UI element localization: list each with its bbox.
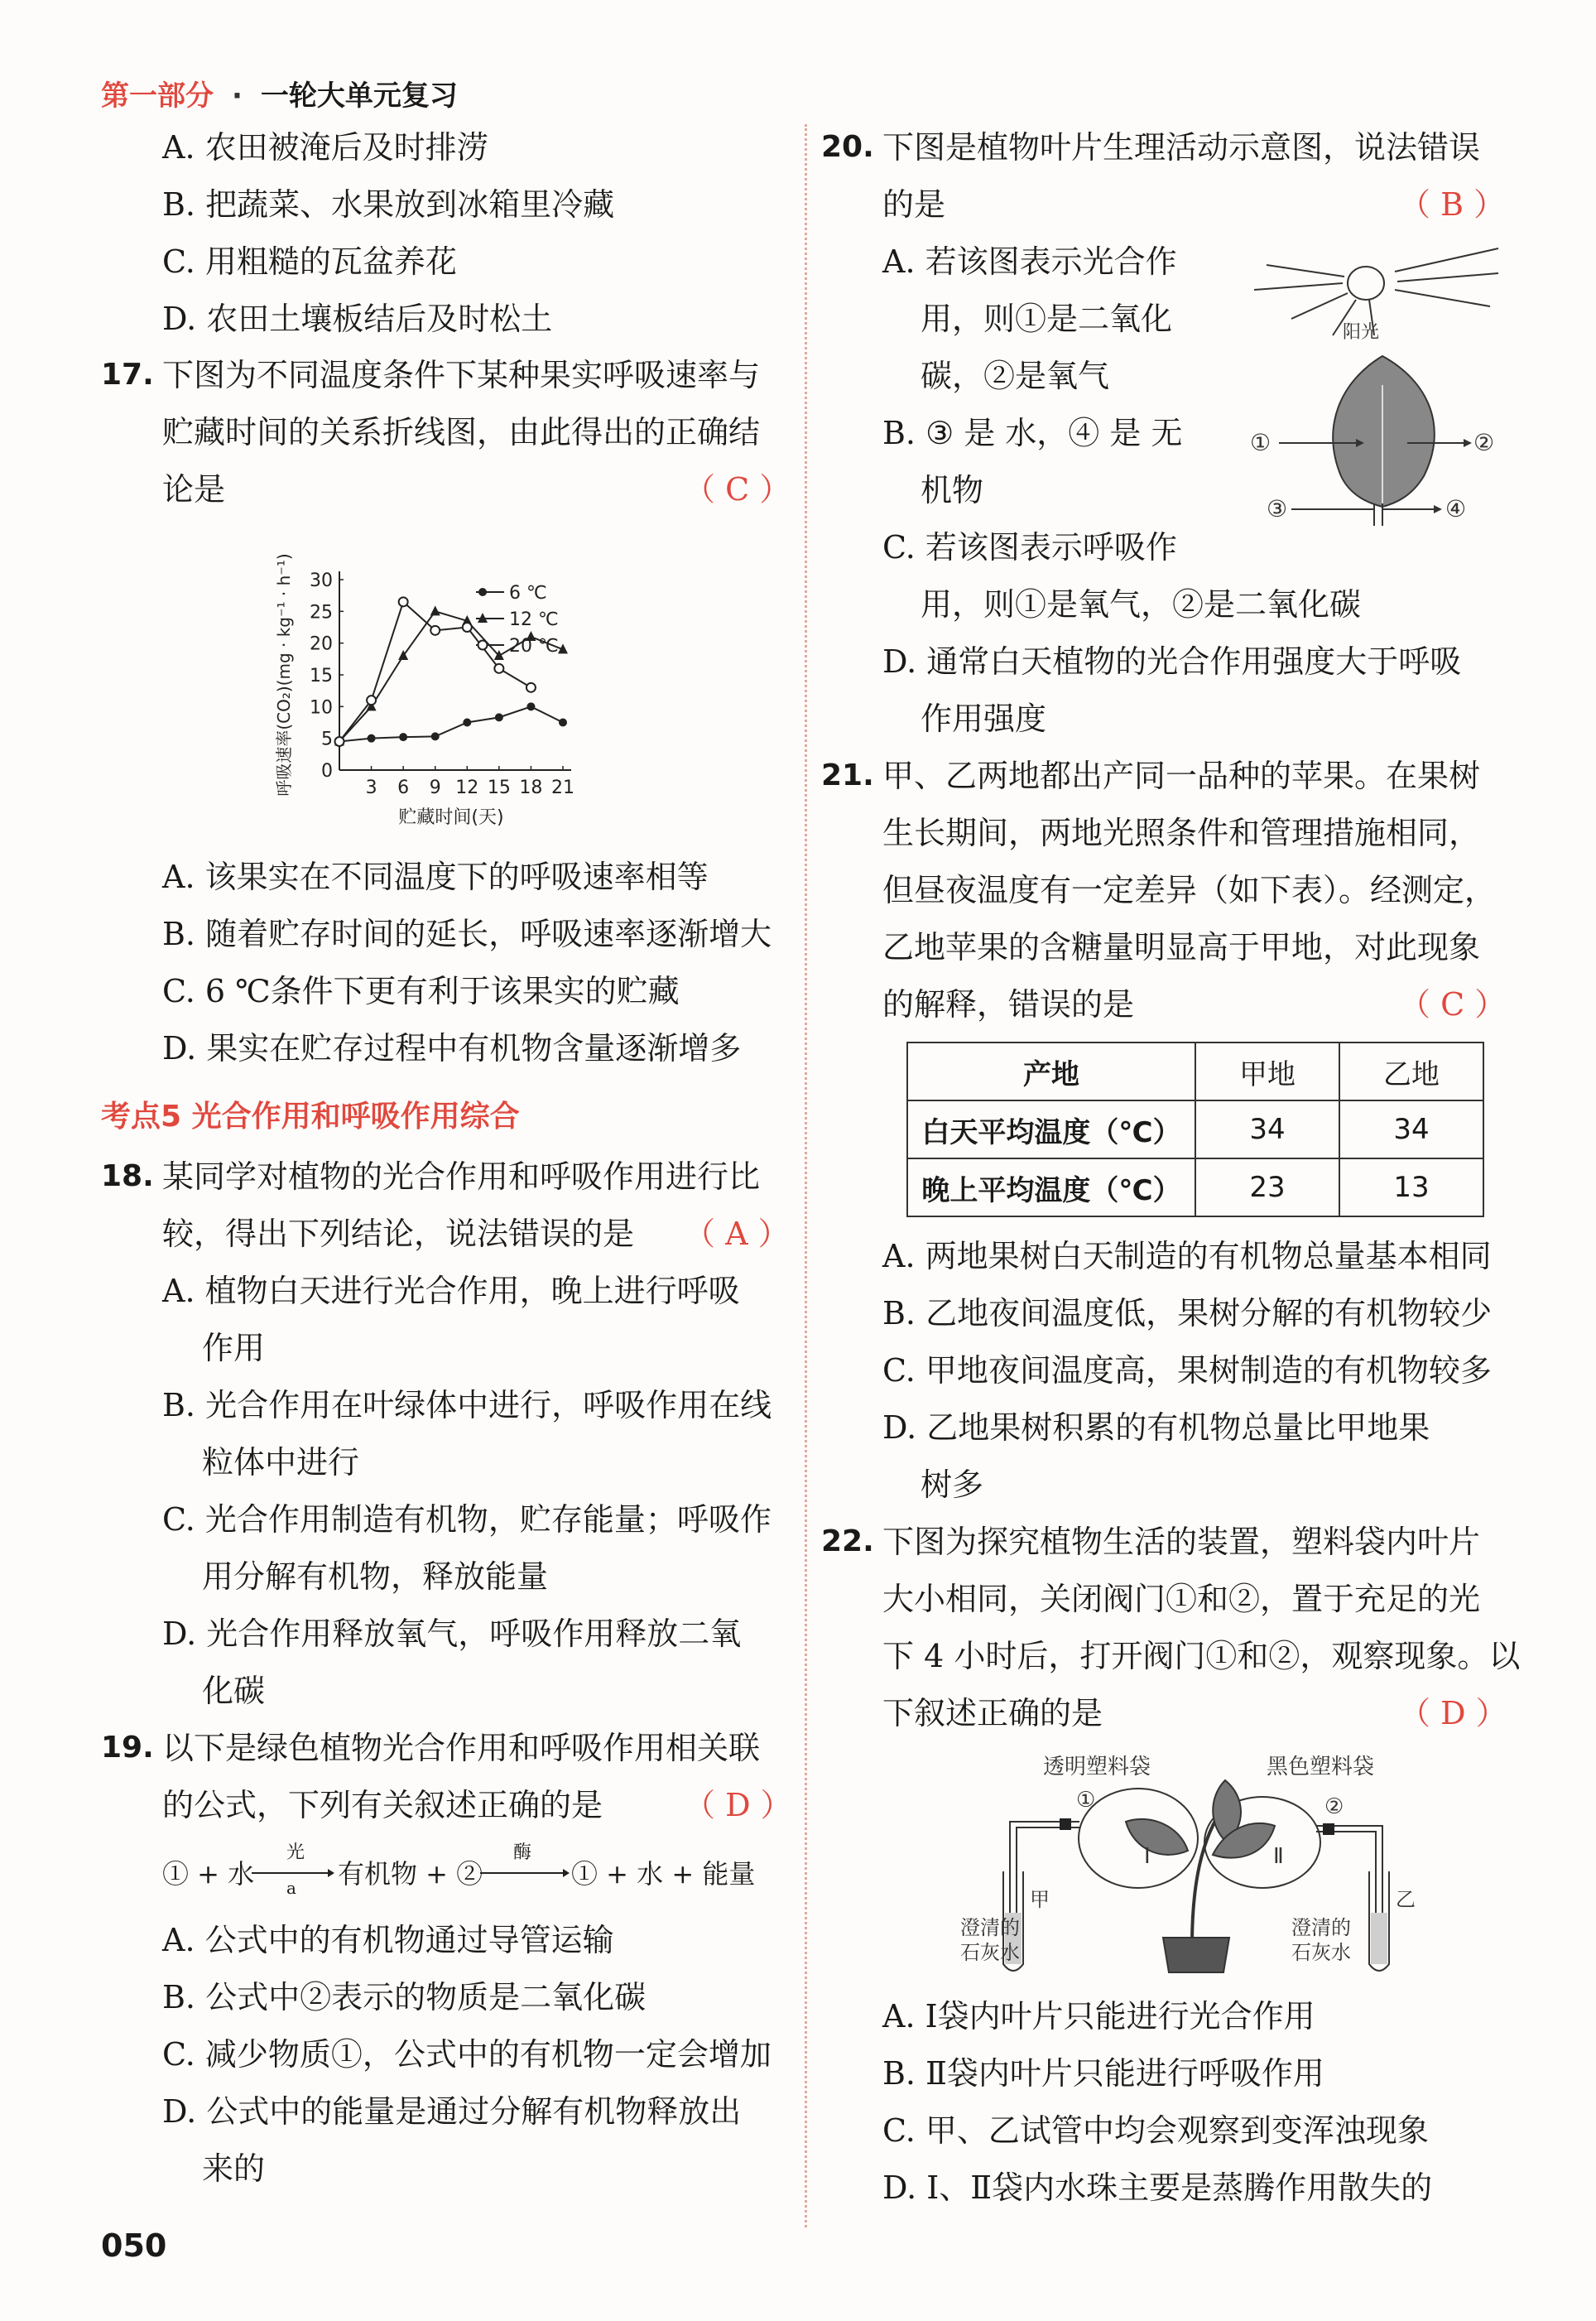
q21-line-3: 但昼夜温度有一定差异（如下表）。经测定， bbox=[882, 872, 1497, 908]
table-cell: 13 bbox=[1339, 1158, 1483, 1216]
data-point bbox=[463, 623, 472, 632]
valve-1 bbox=[1060, 1818, 1071, 1830]
data-point bbox=[494, 664, 503, 673]
table-cell: 晚上平均温度（℃） bbox=[907, 1158, 1195, 1216]
valve-2 bbox=[1323, 1823, 1334, 1835]
q22-option-a: A. Ⅰ袋内叶片只能进行光合作用 bbox=[882, 1998, 1315, 2034]
formula-mid: 有机物 + ② bbox=[338, 1858, 483, 1890]
q20-line-2: 的是 bbox=[882, 186, 946, 223]
q18-option-d-cont: 化碳 bbox=[202, 1673, 266, 1709]
x-tick-label: 12 bbox=[455, 778, 479, 798]
sun-label: 阳光 bbox=[1343, 322, 1380, 343]
q19-number: 19. bbox=[101, 1731, 154, 1765]
legend-marker bbox=[478, 588, 487, 596]
q18-option-b: B. 光合作用在叶绿体中进行，呼吸作用在线 bbox=[162, 1387, 772, 1423]
q20-option-a-cont1: 用，则①是二氧化 bbox=[921, 301, 1173, 337]
valve2-label: ② bbox=[1324, 1794, 1344, 1819]
x-tick-label: 18 bbox=[519, 778, 543, 798]
table-cell: 34 bbox=[1339, 1100, 1483, 1158]
tube1-label: 甲 bbox=[1030, 1888, 1050, 1911]
column-divider bbox=[805, 124, 807, 2227]
data-point bbox=[431, 732, 440, 740]
q20-answer: （ B ） bbox=[1399, 186, 1506, 223]
q19-option-b: B. 公式中②表示的物质是二氧化碳 bbox=[162, 1979, 647, 2015]
data-point bbox=[495, 713, 503, 721]
q17-number: 17. bbox=[101, 358, 154, 392]
y-tick-label: 30 bbox=[310, 571, 333, 591]
q17-line-1: 下图为不同温度条件下某种果实呼吸速率与 bbox=[162, 357, 761, 393]
q20-option-a-cont2: 碳，②是氧气 bbox=[921, 358, 1110, 394]
q22-number: 22. bbox=[821, 1524, 874, 1558]
leaf-label-1: ① bbox=[1250, 429, 1272, 456]
q20-option-c-cont: 用，则①是氧气，②是二氧化碳 bbox=[921, 586, 1362, 623]
leaf-label-3: ③ bbox=[1267, 495, 1288, 522]
y-tick-label: 20 bbox=[310, 633, 333, 655]
data-point bbox=[463, 719, 471, 727]
q21-line-4: 乙地苹果的含糖量明显高于甲地，对此现象 bbox=[882, 929, 1481, 965]
data-point bbox=[526, 702, 535, 710]
q22-line-2: 大小相同，关闭阀门①和②，置于充足的光 bbox=[882, 1581, 1481, 1617]
page-header bbox=[101, 73, 458, 113]
data-point bbox=[430, 605, 440, 615]
q20-option-c: C. 若该图表示呼吸作 bbox=[882, 529, 1177, 566]
q18-option-c-cont: 用分解有机物，释放能量 bbox=[202, 1558, 549, 1595]
formula-above-2: 酶 bbox=[513, 1842, 532, 1863]
q22-line-4: 下叙述正确的是 bbox=[882, 1695, 1103, 1731]
data-point bbox=[430, 626, 440, 635]
q21-number: 21. bbox=[821, 758, 874, 792]
q21-option-d-cont: 树多 bbox=[921, 1466, 984, 1503]
table-row bbox=[907, 1100, 1483, 1158]
q20-number: 20. bbox=[821, 130, 874, 164]
q18-option-d: D. 光合作用释放氧气，呼吸作用释放二氧 bbox=[162, 1616, 742, 1652]
data-point bbox=[399, 733, 407, 741]
data-point bbox=[367, 696, 376, 705]
q20-option-d-cont: 作用强度 bbox=[921, 701, 1047, 737]
bag1-label: 透明塑料袋 bbox=[1043, 1755, 1151, 1779]
q20-line-1: 下图是植物叶片生理活动示意图，说法错误 bbox=[882, 129, 1481, 166]
q16-option-c: C. 用粗糙的瓦盆养花 bbox=[162, 243, 457, 280]
respiration-chart bbox=[265, 513, 596, 836]
bag2-label: 黑色塑料袋 bbox=[1267, 1755, 1375, 1779]
formula-below-1: a bbox=[286, 1878, 296, 1898]
y-tick-label: 0 bbox=[321, 761, 333, 782]
series-line-1 bbox=[339, 611, 563, 741]
flower-pot bbox=[1163, 1938, 1229, 1972]
formula-arrow-1 bbox=[252, 1868, 334, 1878]
table-header-row bbox=[907, 1043, 1483, 1100]
formula-right: ① + 水 + 能量 bbox=[571, 1858, 756, 1890]
q19-option-d: D. 公式中的能量是通过分解有机物释放出 bbox=[162, 2093, 742, 2130]
section-title: 考点5 光合作用和呼吸作用综合 bbox=[101, 1100, 520, 1134]
q21-option-a: A. 两地果树白天制造的有机物总量基本相同 bbox=[882, 1238, 1492, 1274]
q18-option-a-cont: 作用 bbox=[202, 1330, 266, 1366]
formula-arrow-2 bbox=[480, 1868, 570, 1878]
table-header: 乙地 bbox=[1339, 1043, 1483, 1100]
q19-line-2: 的公式，下列有关叙述正确的是 bbox=[162, 1787, 603, 1823]
q17-line-3: 论是 bbox=[162, 471, 226, 508]
table-cell: 23 bbox=[1195, 1158, 1339, 1216]
bag2-roman: Ⅱ bbox=[1273, 1844, 1284, 1869]
q20-option-b-cont: 机物 bbox=[921, 472, 984, 508]
q21-option-c: C. 甲地夜间温度高，果树制造的有机物较多 bbox=[882, 1352, 1492, 1389]
y-tick-label: 10 bbox=[310, 697, 333, 719]
q17-option-d: D. 果实在贮存过程中有机物含量逐渐增多 bbox=[162, 1030, 742, 1067]
x-tick-label: 15 bbox=[487, 778, 511, 798]
lime-water-label-1a: 澄清的 bbox=[960, 1916, 1020, 1939]
q22-answer: （ D ） bbox=[1399, 1695, 1507, 1731]
q18-number: 18. bbox=[101, 1159, 154, 1193]
x-axis-label: 贮藏时间(天) bbox=[398, 807, 504, 828]
table-cell: 34 bbox=[1195, 1100, 1339, 1158]
header-title: 一轮大单元复习 bbox=[260, 79, 458, 113]
q18-line-1: 某同学对植物的光合作用和呼吸作用进行比 bbox=[162, 1158, 761, 1195]
tube2-label: 乙 bbox=[1396, 1888, 1416, 1911]
q20-option-a: A. 若该图表示光合作 bbox=[882, 243, 1177, 280]
lime-water-label-2b: 石灰水 bbox=[1291, 1941, 1351, 1964]
q17-option-a: A. 该果实在不同温度下的呼吸速率相等 bbox=[162, 859, 709, 895]
q18-option-c: C. 光合作用制造有机物，贮存能量；呼吸作 bbox=[162, 1501, 772, 1538]
header-dot: · bbox=[232, 79, 243, 113]
data-point bbox=[559, 719, 567, 727]
lime-water-label-1b: 石灰水 bbox=[960, 1941, 1020, 1964]
q19-line-1: 以下是绿色植物光合作用和呼吸作用相关联 bbox=[162, 1730, 761, 1766]
y-tick-label: 25 bbox=[310, 602, 333, 624]
header-part: 第一部分 bbox=[101, 79, 214, 113]
legend-marker bbox=[478, 641, 488, 650]
q18-answer: （ A ） bbox=[684, 1216, 790, 1252]
q21-line-5: 的解释，错误的是 bbox=[882, 986, 1135, 1023]
q19-formula bbox=[162, 1838, 758, 1896]
q17-option-c: C. 6 ℃条件下更有利于该果实的贮藏 bbox=[162, 973, 680, 1009]
leaf-icon bbox=[1126, 1819, 1188, 1855]
q18-option-b-cont: 粒体中进行 bbox=[202, 1444, 360, 1481]
apparatus-diagram bbox=[960, 1747, 1424, 1979]
table-header: 甲地 bbox=[1195, 1043, 1339, 1100]
valve1-label: ① bbox=[1076, 1788, 1096, 1813]
formula-above-1: 光 bbox=[286, 1842, 305, 1863]
data-point bbox=[368, 734, 376, 743]
leaf-label-2: ② bbox=[1473, 429, 1495, 456]
q18-line-2: 较，得出下列结论，说法错误的是 bbox=[162, 1216, 635, 1252]
q19-option-a: A. 公式中的有机物通过导管运输 bbox=[162, 1922, 614, 1958]
formula-left: ① + 水 bbox=[162, 1858, 255, 1890]
q16-option-b: B. 把蔬菜、水果放到冰箱里冷藏 bbox=[162, 186, 615, 223]
y-axis-label: 呼吸速率(CO₂)(mg · kg⁻¹ · h⁻¹) bbox=[274, 553, 294, 797]
x-tick-label: 21 bbox=[551, 778, 574, 798]
q21-answer: （ C ） bbox=[1399, 986, 1507, 1023]
q17-option-b: B. 随着贮存时间的延长，呼吸速率逐渐增大 bbox=[162, 916, 772, 952]
q17-line-2: 贮藏时间的关系折线图，由此得出的正确结 bbox=[162, 414, 761, 450]
q20-option-d: D. 通常白天植物的光合作用强度大于呼吸 bbox=[882, 643, 1462, 680]
q21-line-1: 甲、乙两地都出产同一品种的苹果。在果树 bbox=[882, 758, 1481, 794]
q18-option-a: A. 植物白天进行光合作用，晚上进行呼吸 bbox=[162, 1273, 740, 1309]
x-tick-label: 9 bbox=[429, 778, 441, 798]
q21-line-2: 生长期间，两地光照条件和管理措施相同， bbox=[882, 815, 1481, 851]
q21-option-b: B. 乙地夜间温度低，果树分解的有机物较少 bbox=[882, 1295, 1493, 1331]
q22-line-1: 下图为探究植物生活的装置，塑料袋内叶片 bbox=[882, 1524, 1481, 1560]
lime-water-label-2a: 澄清的 bbox=[1291, 1916, 1351, 1939]
temperature-table bbox=[906, 1042, 1484, 1217]
q16-option-a: A. 农田被淹后及时排涝 bbox=[162, 129, 488, 166]
leaf-icon bbox=[1333, 356, 1435, 507]
q16-option-d: D. 农田土壤板结后及时松土 bbox=[162, 301, 553, 337]
page-number: 050 bbox=[101, 2227, 167, 2264]
legend-label: 12 ℃ bbox=[509, 609, 559, 630]
data-point bbox=[399, 597, 408, 606]
q22-option-d: D. Ⅰ、Ⅱ袋内水珠主要是蒸腾作用散失的 bbox=[882, 2169, 1433, 2206]
leaf-label-4: ④ bbox=[1445, 495, 1467, 522]
data-point bbox=[335, 737, 344, 746]
q19-option-c: C. 减少物质①，公式中的有机物一定会增加 bbox=[162, 2036, 772, 2073]
leaf-diagram bbox=[1250, 240, 1507, 530]
y-tick-label: 5 bbox=[321, 729, 333, 750]
table-row bbox=[907, 1158, 1483, 1216]
q17-answer: （ C ） bbox=[684, 471, 791, 508]
q19-option-d-cont: 来的 bbox=[202, 2150, 266, 2187]
x-tick-label: 3 bbox=[365, 778, 377, 798]
q22-option-c: C. 甲、乙试管中均会观察到变浑浊现象 bbox=[882, 2112, 1429, 2149]
q20-option-b: B. ③ 是 水，④ 是 无 bbox=[882, 415, 1183, 451]
q21-option-d: D. 乙地果树积累的有机物总量比甲地果 bbox=[882, 1409, 1430, 1446]
legend-label: 20 ℃ bbox=[509, 636, 559, 657]
q22-option-b: B. Ⅱ袋内叶片只能进行呼吸作用 bbox=[882, 2055, 1324, 2092]
table-cell: 白天平均温度（℃） bbox=[907, 1100, 1195, 1158]
q19-answer: （ D ） bbox=[684, 1787, 792, 1823]
data-point bbox=[526, 683, 536, 692]
bag1-roman: Ⅰ bbox=[1144, 1844, 1151, 1869]
legend-label: 6 ℃ bbox=[509, 583, 547, 604]
y-tick-label: 15 bbox=[310, 666, 333, 686]
q22-line-3: 下 4 小时后，打开阀门①和②，观察现象。以 bbox=[882, 1638, 1521, 1674]
x-tick-label: 6 bbox=[397, 778, 410, 798]
table-header: 产地 bbox=[907, 1043, 1195, 1100]
